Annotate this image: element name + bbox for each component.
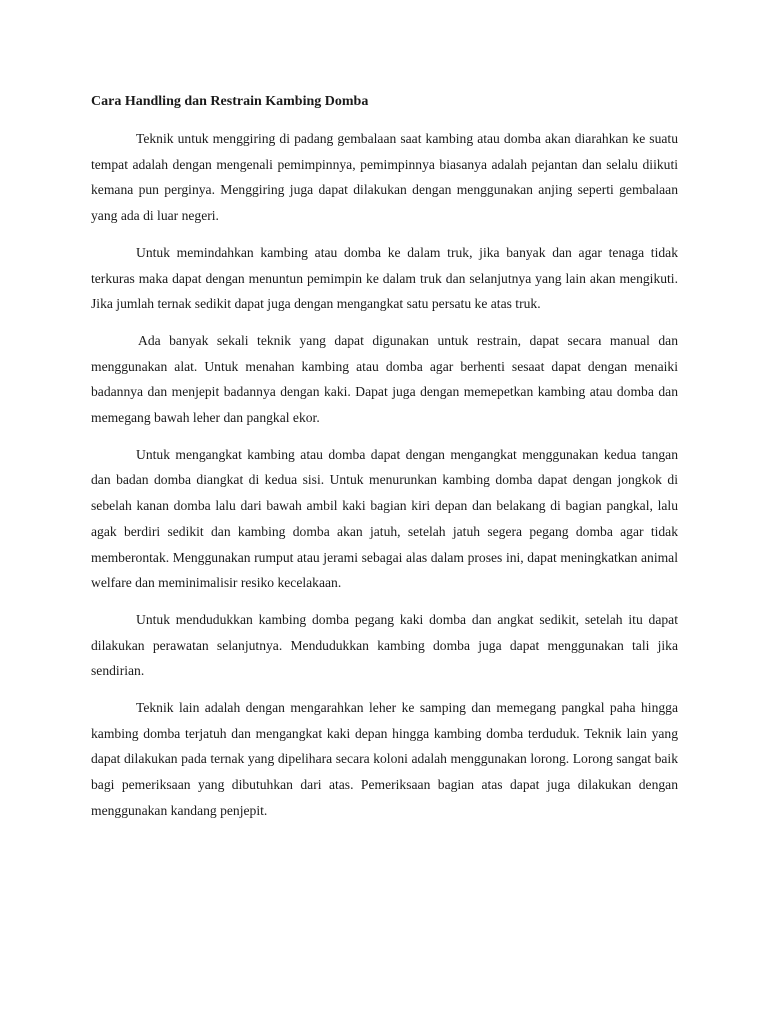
paragraph-5: Untuk mendudukkan kambing domba pegang kaki domba dan angkat sedikit, setelah itu dapat dilakukan perawatan selanjutnya. Mendudukkan kambing domba juga dapat menggunakan tali jika sendirian.: [91, 611, 678, 679]
paragraph-2: Untuk memindahkan kambing atau domba ke dalam truk, jika banyak dan agar tenaga tidak terkuras maka dapat dengan menuntun pemimpin ke dalam truk dan selanjutnya yang lain akan mengikuti. Jika jumlah ternak sedikit dapat juga dengan mengangkat satu persatu ke atas truk.: [91, 244, 678, 312]
paragraph-3: Ada banyak sekali teknik yang dapat digunakan untuk restrain, dapat secara manual dan menggunakan alat. Untuk menahan kambing atau domba agar berhenti sesaat dapat dengan menaiki badannya dan menjepit badannya dengan kaki. Dapat juga dengan memepetkan kambing atau domba dan memegang bawah leher dan pangkal ekor.: [91, 332, 678, 426]
paragraph-4: Untuk mengangkat kambing atau domba dapat dengan mengangkat menggunakan kedua tangan dan badan domba diangkat di kedua sisi. Untuk menurunkan kambing domba dapat dengan jongkok di sebelah kanan domba lalu dari bawah ambil kaki bagian kiri depan dan belakang di bagian pangkal, lalu agak berdiri sedikit dan kambing domba akan jatuh, setelah jatuh segera pegang domba agar tidak memberontak. Menggunakan rumput atau jerami sebagai alas dalam proses ini, dapat meningkatkan animal welfare dan meminimalisir resiko kecelakaan.: [91, 446, 678, 591]
paragraph-6: Teknik lain adalah dengan mengarahkan leher ke samping dan memegang pangkal paha hingga kambing domba terjatuh dan mengangkat kaki depan hingga kambing domba terduduk. Teknik lain yang dapat dilakukan pada ternak yang dipelihara secara koloni adalah menggunakan lorong. Lorong sangat baik bagi pemeriksaan yang dibutuhkan dari atas. Pemeriksaan bagian atas dapat juga dilakukan dengan menggunakan kandang penjepit.: [91, 700, 678, 818]
paragraph-1: Teknik untuk menggiring di padang gembalaan saat kambing atau domba akan diarahkan ke suatu tempat adalah dengan mengenali pemimpinnya, pemimpinnya biasanya adalah pejantan dan selalu diikuti kemana pun perginya. Menggiring juga dapat dilakukan dengan menggunakan anjing seperti gembalaan yang ada di luar negeri.: [91, 131, 678, 224]
document-title: Cara Handling dan Restrain Kambing Domba: [91, 94, 369, 109]
document-body: [91, 90, 678, 835]
